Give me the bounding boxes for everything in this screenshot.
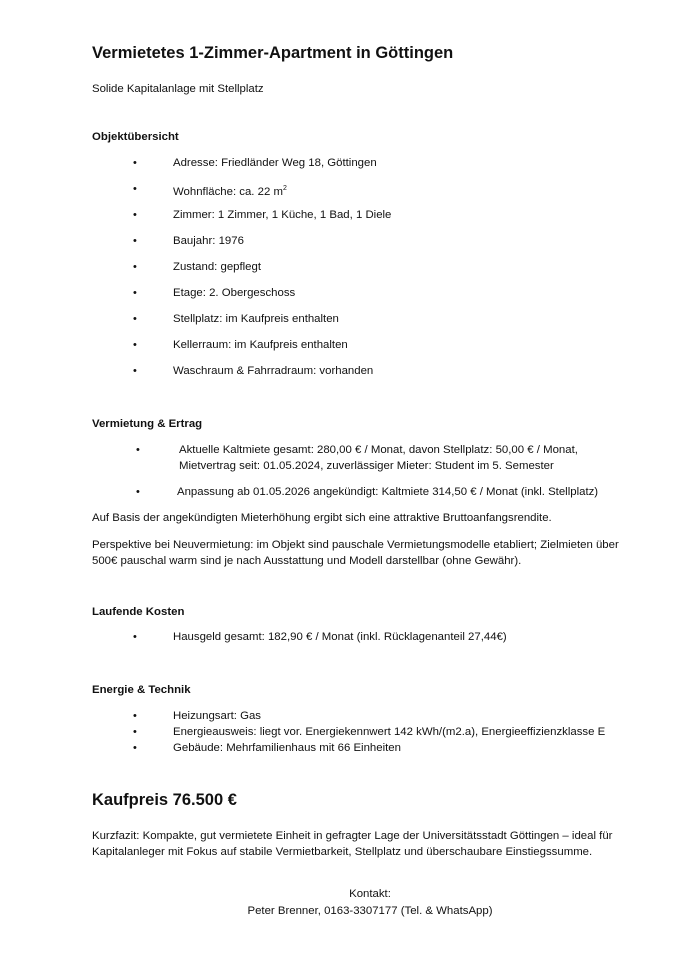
overview-heading: Objektübersicht: [92, 131, 179, 143]
energy-item: Heizungsart: Gas: [173, 710, 261, 722]
overview-item: [173, 155, 377, 171]
bullet: •: [133, 742, 137, 754]
contact-label: Kontakt:: [349, 888, 391, 900]
overview-item-text: Etage: 2. Obergeschoss: [173, 287, 296, 299]
overview-item-text: Adresse: Friedländer Weg 18, Göttingen: [173, 157, 377, 169]
energy-heading: Energie & Technik: [92, 684, 191, 696]
overview-item: [173, 337, 348, 353]
overview-item-text: Wohnfläche: ca. 22 m: [173, 185, 283, 198]
rent-heading: Vermietung & Ertrag: [92, 418, 203, 430]
contact-line: Peter Brenner, 0163-3307177 (Tel. & WhatsApp): [247, 905, 493, 917]
bullet: •: [136, 444, 140, 456]
bullet: •: [133, 365, 137, 377]
subtitle: Solide Kapitalanlage mit Stellplatz: [92, 83, 264, 95]
bullet: •: [133, 313, 137, 325]
paragraph-line: Perspektive bei Neuvermietung: im Objekt sind pauschale Vermietungsmodelle etabliert; Zielmieten über: [92, 539, 619, 551]
overview-item: [173, 259, 261, 275]
overview-item: [173, 233, 244, 249]
bullet: •: [133, 235, 137, 247]
bullet: •: [133, 631, 137, 643]
bullet: •: [133, 209, 137, 221]
superscript: 2: [282, 185, 287, 192]
energy-item: Gebäude: Mehrfamilienhaus mit 66 Einheiten: [173, 742, 401, 754]
bullet: •: [133, 710, 137, 722]
overview-item: [173, 207, 391, 223]
overview-item: [173, 181, 287, 200]
price: Kaufpreis 76.500 €: [92, 791, 237, 809]
title: Vermietetes 1-Zimmer-Apartment in Göttingen: [92, 44, 454, 62]
rent-item: Anpassung ab 01.05.2026 angekündigt: Kaltmiete 314,50 € / Monat (inkl. Stellplatz): [177, 486, 599, 498]
costs-heading: Laufende Kosten: [92, 606, 185, 618]
bullet: •: [133, 157, 137, 169]
paragraph-line: 500€ pauschal warm sind je nach Ausstattung und Modell darstellbar (ohne Gewähr).: [92, 555, 522, 567]
bullet: •: [133, 726, 137, 738]
overview-item-text: Zimmer: 1 Zimmer, 1 Küche, 1 Bad, 1 Diele: [173, 209, 392, 221]
overview-item: [173, 363, 373, 379]
bullet: •: [133, 287, 137, 299]
overview-item-text: Zustand: gepflegt: [173, 261, 262, 273]
paragraph: Auf Basis der angekündigten Mieterhöhung ergibt sich eine attraktive Bruttoanfangsrendite.: [92, 512, 552, 524]
summary-line: Kurzfazit: Kompakte, gut vermietete Einheit in gefragter Lage der Universitätsstadt Göttingen – ideal für: [92, 830, 613, 842]
overview-item-text: Baujahr: 1976: [173, 235, 244, 247]
bullet: •: [136, 486, 140, 498]
bullet: •: [133, 261, 137, 273]
overview-item: [173, 285, 295, 301]
costs-item: Hausgeld gesamt: 182,90 € / Monat (inkl. Rücklagenanteil 27,44€): [173, 631, 507, 643]
overview-item-text: Stellplatz: im Kaufpreis enthalten: [173, 313, 339, 325]
rent-item-line: Aktuelle Kaltmiete gesamt: 280,00 € / Monat, davon Stellplatz: 50,00 € / Monat,: [179, 444, 578, 456]
rent-item-line: Mietvertrag seit: 01.05.2024, zuverlässiger Mieter: Student im 5. Semester: [179, 460, 554, 472]
bullet: •: [133, 183, 137, 195]
overview-item-text: Kellerraum: im Kaufpreis enthalten: [173, 339, 348, 351]
overview-item: [173, 311, 339, 327]
energy-item: Energieausweis: liegt vor. Energiekennwert 142 kWh/(m2.a), Energieeffizienzklasse E: [173, 726, 606, 738]
summary-line: Kapitalanleger mit Fokus auf stabile Vermietbarkeit, Stellplatz und überschaubare Einstiegssumme.: [92, 846, 593, 858]
bullet: •: [133, 339, 137, 351]
overview-item-text: Waschraum & Fahrradraum: vorhanden: [173, 365, 374, 377]
